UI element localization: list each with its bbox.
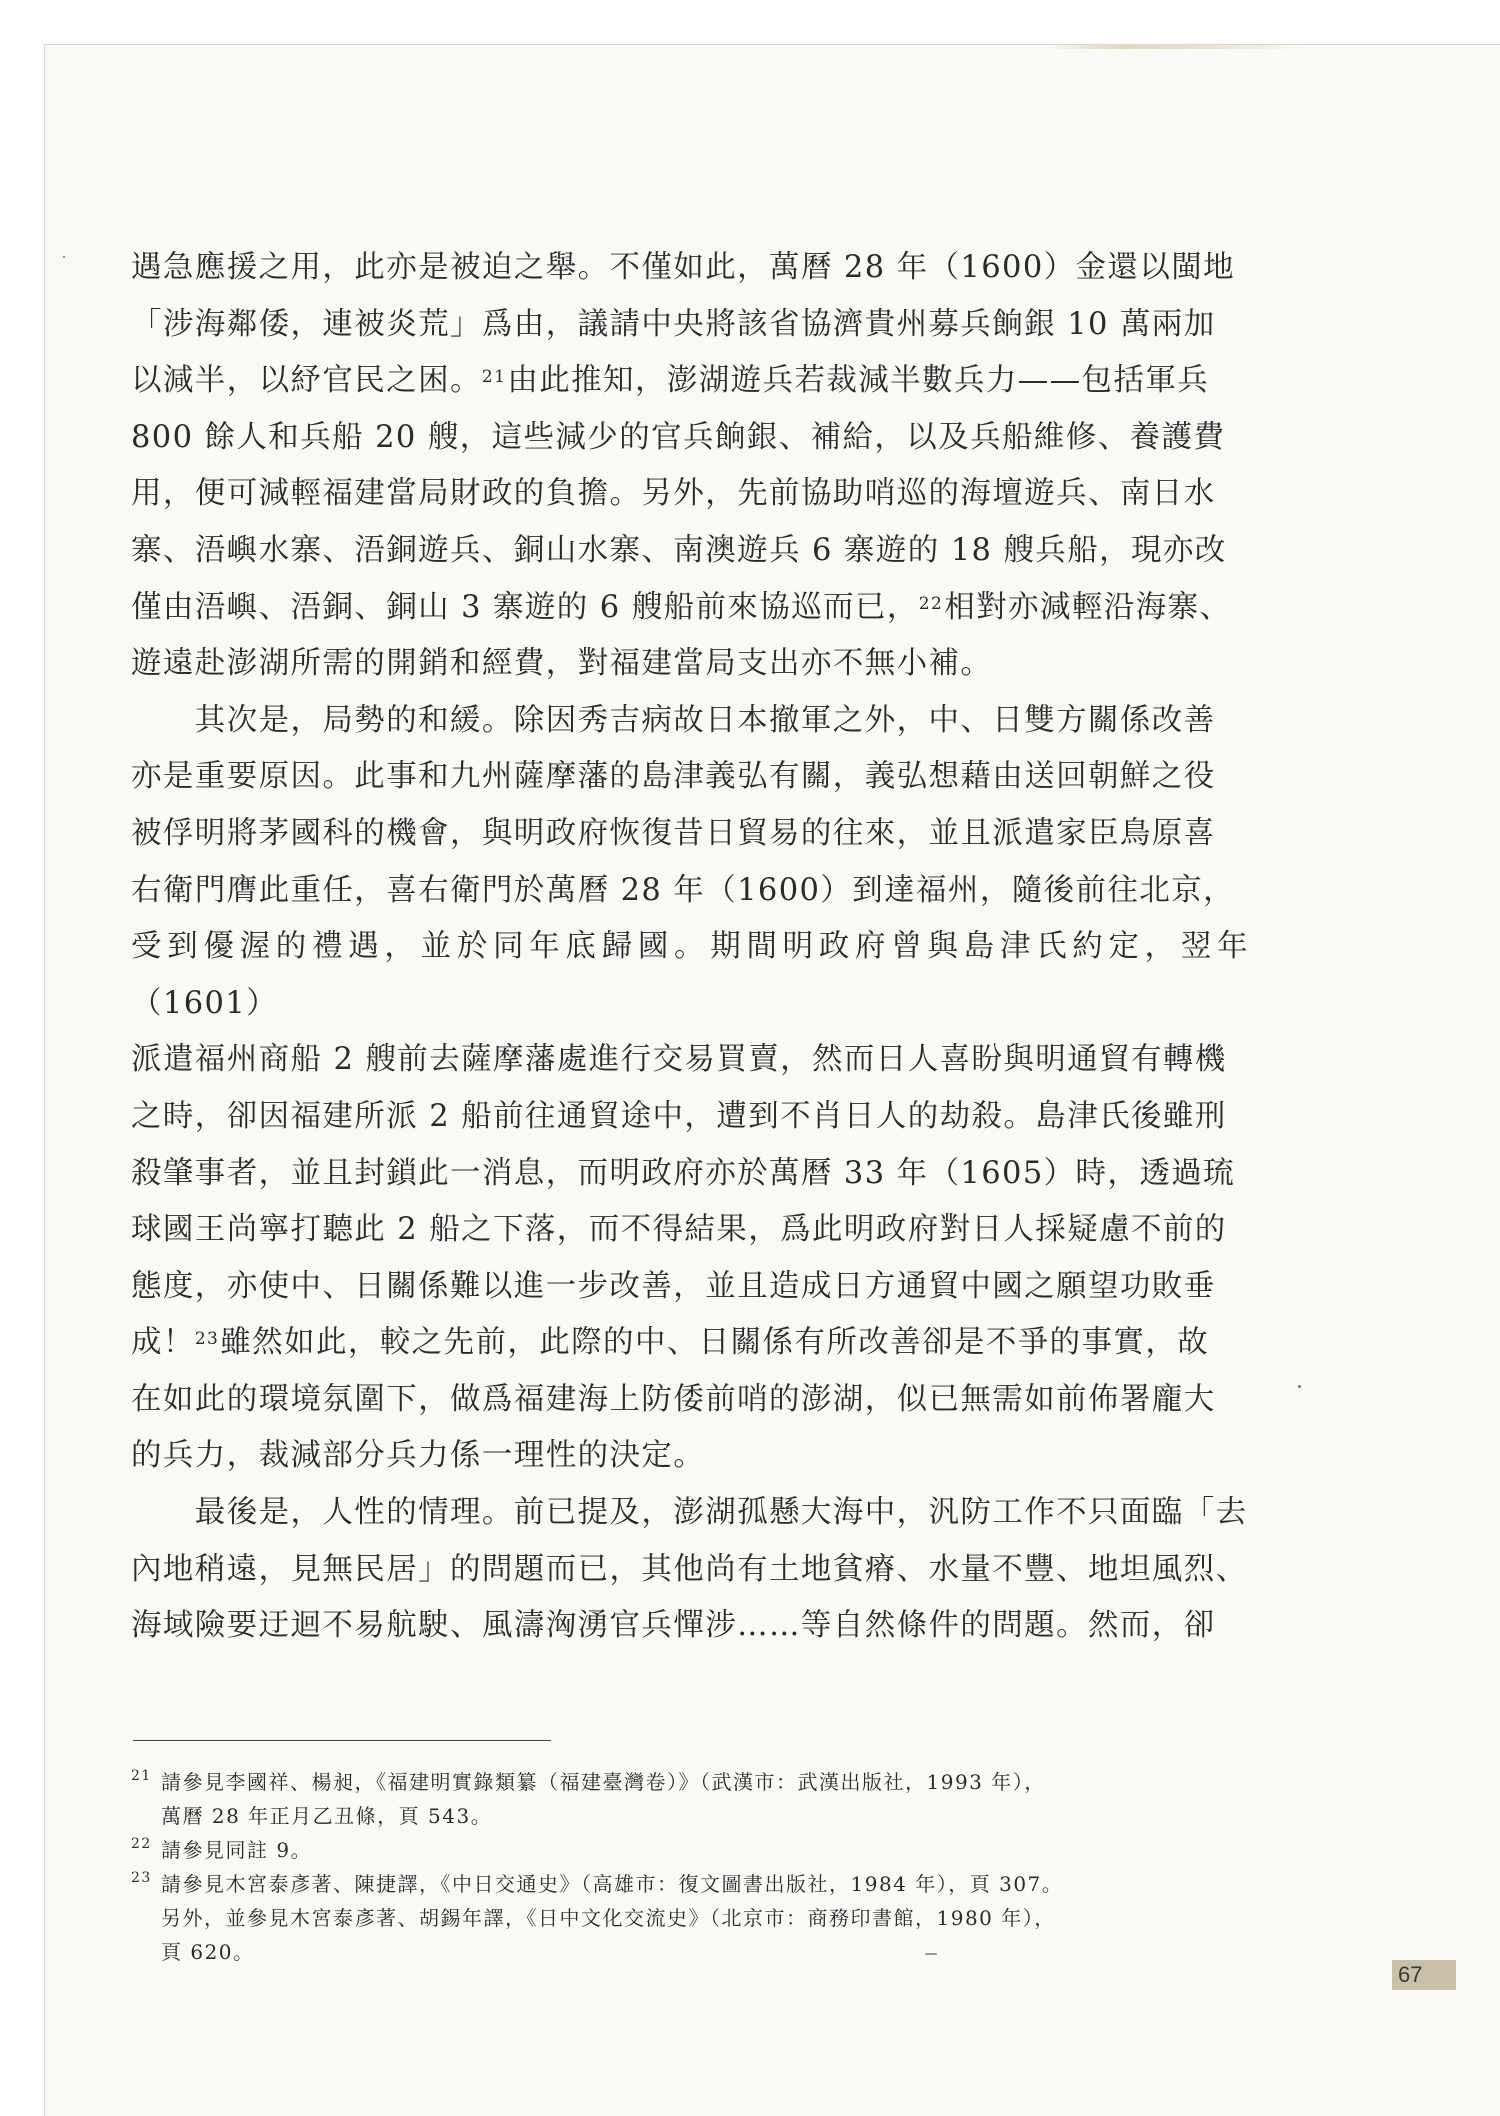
paragraph-2: [131, 693, 1249, 1485]
p1-line-6: 寨、浯嶼水寨、浯銅遊兵、銅山水寨、南澳遊兵 6 寨遊的 18 艘兵船，現亦改: [131, 532, 1227, 568]
footnote-number: 23: [131, 1870, 152, 1886]
scan-speck: [925, 1953, 937, 1955]
footnote-text: 請參見木宮泰彥著、陳捷譯，《中日交通史》（高雄市：復文圖書出版社，1984 年），頁 307。 另外，並參見木宮泰彥著、胡錫年譯，《日中文化交流史》（北京市：商務印書館，1980 年）， 頁 620。: [161, 1872, 1064, 1964]
p1-line-3b: 由此推知，澎湖遊兵若裁減半數兵力——包括軍兵: [507, 363, 1210, 399]
p2-line-4: 右衛門膺此重任，喜右衛門於萬曆 28 年（1600）到達福州，隨後前往北京，: [131, 872, 1236, 908]
page-number: 67: [1398, 1962, 1423, 1987]
p2-line-1: 其次是，局勢的和緩。除因秀吉病故日本撤軍之外，中、日雙方關係改善: [131, 702, 1216, 738]
p1-line-5: 用，便可減輕福建當局財政的負擔。另外，先前協助哨巡的海壇遊兵、南日水: [131, 476, 1216, 512]
p2-line-12: 在如此的環境氛圍下，做爲福建海上防倭前哨的澎湖，似已無需如前佈署龐大: [131, 1381, 1216, 1417]
p2-line-13: 的兵力，裁減部分兵力係一理性的決定。: [131, 1438, 706, 1474]
p2-line-7: 之時，卻因福建所派 2 船前往通貿途中，遭到不肖日人的劫殺。島津氏後雖刑: [131, 1098, 1227, 1134]
scan-speck: [1298, 1385, 1301, 1388]
p1-line-4: 800 餘人和兵船 20 艘，這些減少的官兵餉銀、補給，以及兵船維修、養護費: [131, 419, 1226, 455]
scan-speck: [63, 256, 65, 258]
footnote-ref-22[interactable]: 22: [918, 593, 944, 614]
footnote-text: 請參見李國祥、楊昶，《福建明實錄類纂（福建臺灣卷）》（武漢市：武漢出版社，1993 年）， 萬曆 28 年正月乙丑條，頁 543。: [161, 1770, 1046, 1828]
main-text: [131, 240, 1249, 1655]
footnote-ref-21[interactable]: 21: [481, 367, 507, 388]
p2-line-2: 亦是重要原因。此事和九州薩摩藩的島津義弘有關，義弘想藉由送回朝鮮之役: [131, 759, 1216, 795]
p1-line-1: 遇急應援之用，此亦是被迫之舉。不僅如此，萬曆 28 年（1600）金還以閩地: [131, 250, 1236, 285]
page-number-tab: [1392, 1960, 1456, 1990]
footnotes: [131, 1765, 1261, 1969]
paragraph-3: [131, 1485, 1249, 1655]
footnote-ref-23[interactable]: 23: [194, 1329, 220, 1350]
p1-line-3a: 以減半，以紓官民之困。: [131, 363, 482, 399]
p2-line-8: 殺肇事者，並且封鎖此一消息，而明政府亦於萬曆 33 年（1605）時，透過琉: [131, 1155, 1236, 1191]
p2-line-10: 態度，亦使中、日關係難以進一步改善，並且造成日方通貿中國之願望功敗垂: [131, 1268, 1216, 1304]
footnote-text: 請參見同註 9。: [161, 1838, 313, 1862]
p2-line-11a: 成！: [131, 1325, 195, 1361]
paragraph-1: [131, 240, 1249, 693]
p3-line-2: 內地稍遠，見無民居」的問題而已，其他尚有土地貧瘠、水量不豐、地坦風烈、: [131, 1551, 1248, 1587]
footnote-22: [131, 1833, 1261, 1867]
top-edge-mark: [1045, 45, 1305, 49]
p3-line-3: 海域險要迂迴不易航駛、風濤洶湧官兵憚涉……等自然條件的問題。然而，卻: [131, 1608, 1216, 1644]
p2-line-3: 被俘明將茅國科的機會，與明政府恢復昔日貿易的往來，並且派遣家臣鳥原喜: [131, 815, 1216, 851]
p3-line-1: 最後是，人性的情理。前已提及，澎湖孤懸大海中，汎防工作不只面臨「去: [131, 1495, 1248, 1531]
p2-line-5: 受到優渥的禮遇，並於同年底歸國。期間明政府曾與島津氏約定，翌年（1601）: [131, 929, 1249, 1021]
footnote-21: [131, 1765, 1261, 1833]
p2-line-6: 派遣福州商船 2 艘前去薩摩藩處進行交易買賣，然而日人喜盼與明通貿有轉機: [131, 1042, 1227, 1078]
footnote-number: 21: [131, 1768, 152, 1784]
p1-line-8: 遊遠赴澎湖所需的開銷和經費，對福建當局支出亦不無小補。: [131, 646, 993, 682]
p2-line-9: 球國王尚寧打聽此 2 船之下落，而不得結果，爲此明政府對日人採疑慮不前的: [131, 1212, 1227, 1248]
p2-line-11b: 雖然如此，較之先前，此際的中、日關係有所改善卻是不爭的事實，故: [220, 1325, 1210, 1361]
footnote-23: [131, 1867, 1261, 1969]
p1-line-2: 「涉海鄰倭，連被炎荒」爲由，議請中央將該省協濟貴州募兵餉銀 10 萬兩加: [131, 306, 1216, 342]
p1-line-7b: 相對亦減輕沿海寨、: [944, 589, 1232, 625]
footnote-divider: [133, 1740, 551, 1741]
footnote-number: 22: [131, 1836, 152, 1852]
p1-line-7a: 僅由浯嶼、浯銅、銅山 3 寨遊的 6 艘船前來協巡而已，: [131, 589, 919, 625]
